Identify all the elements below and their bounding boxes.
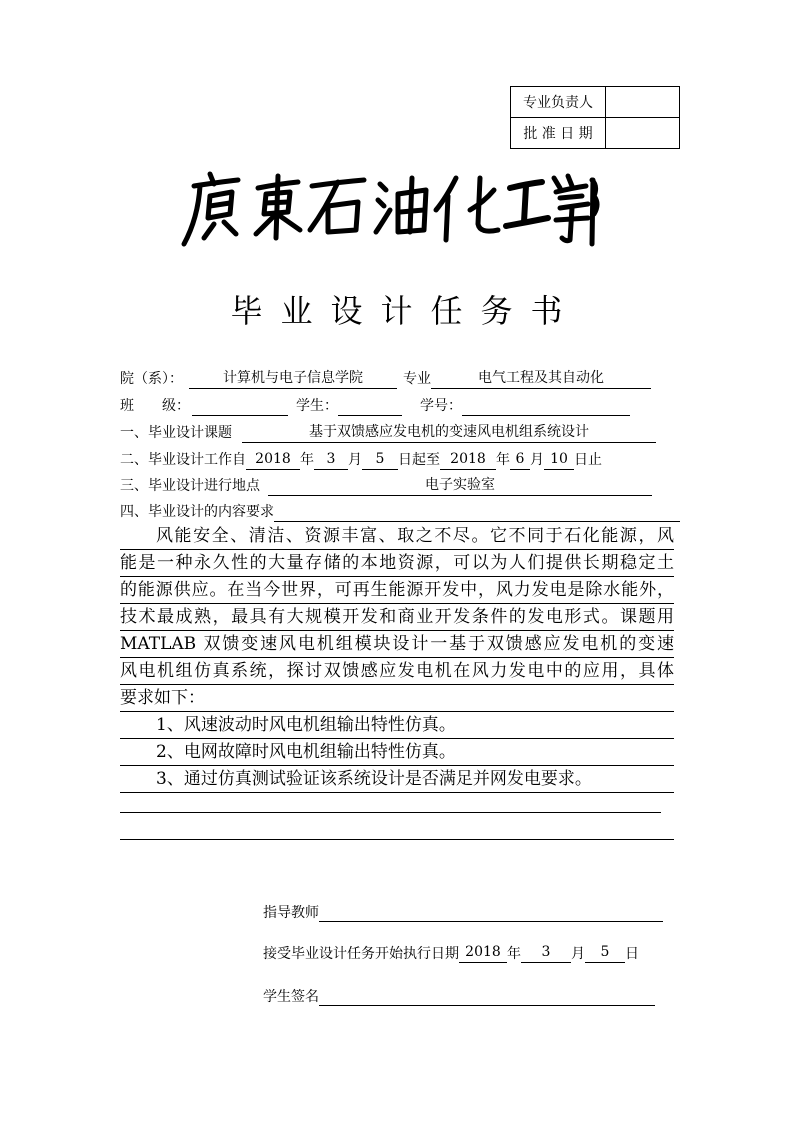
blank-line (120, 812, 661, 813)
topic-row (120, 423, 656, 443)
place-label: 三、毕业设计进行地点 (120, 478, 260, 494)
school-logo (180, 168, 600, 250)
student-label: 学生： (296, 398, 338, 414)
period-row (120, 450, 602, 470)
accept-label: 接受毕业设计任务开始执行日期 (263, 946, 459, 962)
end-month-field[interactable]: 6 (510, 450, 530, 470)
accept-day-field[interactable]: 5 (585, 943, 625, 963)
student-id-label: 学号： (420, 398, 462, 414)
approval-label: 专业负责人 (511, 87, 606, 118)
place-field[interactable]: 电子实验室 (268, 476, 652, 496)
requirement-item: 1、风速波动时风电机组输出特性仿真。 (120, 712, 674, 739)
year-label: 年 (300, 452, 314, 468)
accept-month-field[interactable]: 3 (521, 943, 571, 963)
end-day-field[interactable]: 10 (544, 450, 574, 470)
day-label: 日 (625, 946, 639, 962)
content-line: 要求如下： (120, 685, 674, 712)
content-line: MATLAB 双馈变速风电机组模块设计一基于双馈感应发电机的变速 (120, 631, 674, 658)
requirement-item: 3、通过仿真测试验证该系统设计是否满足并网发电要求。 (120, 766, 674, 793)
major-field[interactable]: 电气工程及其自动化 (431, 369, 651, 389)
month-label: 月 (571, 946, 585, 962)
year-label: 年 (496, 452, 510, 468)
content-line: 的能源供应。在当今世界，可再生能源开发中，风力发电是除水能外， (120, 577, 674, 604)
period-label: 二、毕业设计工作自 (120, 452, 246, 468)
content-line: 风能安全、清洁、资源丰富、取之不尽。它不同于石化能源，风 (120, 523, 674, 550)
advisor-label: 指导教师 (263, 905, 319, 921)
requirement-item: 2、电网故障时风电机组输出特性仿真。 (120, 739, 674, 766)
approval-table (510, 86, 680, 149)
content-body (120, 523, 674, 793)
content-line: 技术最成熟，最具有大规模开发和商业开发条件的发电形式。课题用 (120, 604, 674, 631)
approval-value-field[interactable] (606, 118, 680, 149)
approval-value-field[interactable] (606, 87, 680, 118)
student-sign-label: 学生签名 (263, 989, 319, 1005)
month-label: 月 (530, 452, 544, 468)
student-row (120, 396, 630, 416)
class-field[interactable] (192, 396, 288, 416)
content-label-row (120, 502, 680, 522)
major-label: 专业 (403, 371, 431, 387)
topic-field[interactable]: 基于双馈感应发电机的变速风电机组系统设计 (242, 423, 656, 443)
content-label: 四、毕业设计的内容要求 (120, 504, 274, 520)
advisor-field[interactable] (319, 902, 663, 922)
college-row (120, 369, 651, 389)
blank-line (120, 839, 674, 840)
student-sign-row (263, 986, 655, 1008)
place-row (120, 476, 652, 496)
day-end-label: 日止 (574, 452, 602, 468)
document-title: 毕业设计任务书 (230, 292, 581, 330)
content-line: 风电机组仿真系统，探讨双馈感应发电机在风力发电中的应用，具体 (120, 658, 674, 685)
student-sign-field[interactable] (319, 986, 655, 1006)
day-start-label: 日起至 (398, 452, 440, 468)
content-label-line (274, 502, 680, 522)
college-label: 院（系）： (120, 371, 183, 387)
month-label: 月 (348, 452, 362, 468)
year-label: 年 (507, 946, 521, 962)
student-field[interactable] (338, 396, 402, 416)
start-month-field[interactable]: 3 (314, 450, 348, 470)
start-day-field[interactable]: 5 (362, 450, 398, 470)
college-field[interactable]: 计算机与电子信息学院 (189, 369, 397, 389)
accept-date-row (263, 943, 639, 965)
content-line: 能是一种永久性的大量存储的本地资源，可以为人们提供长期稳定土 (120, 550, 674, 577)
class-label: 班 级： (120, 398, 190, 414)
start-year-field[interactable]: 2018 (246, 450, 300, 470)
accept-year-field[interactable]: 2018 (459, 943, 507, 963)
end-year-field[interactable]: 2018 (440, 450, 496, 470)
approval-label: 批 准 日 期 (511, 118, 606, 149)
topic-label: 一、毕业设计课题 (120, 425, 232, 441)
advisor-row (263, 902, 663, 924)
student-id-field[interactable] (462, 396, 630, 416)
